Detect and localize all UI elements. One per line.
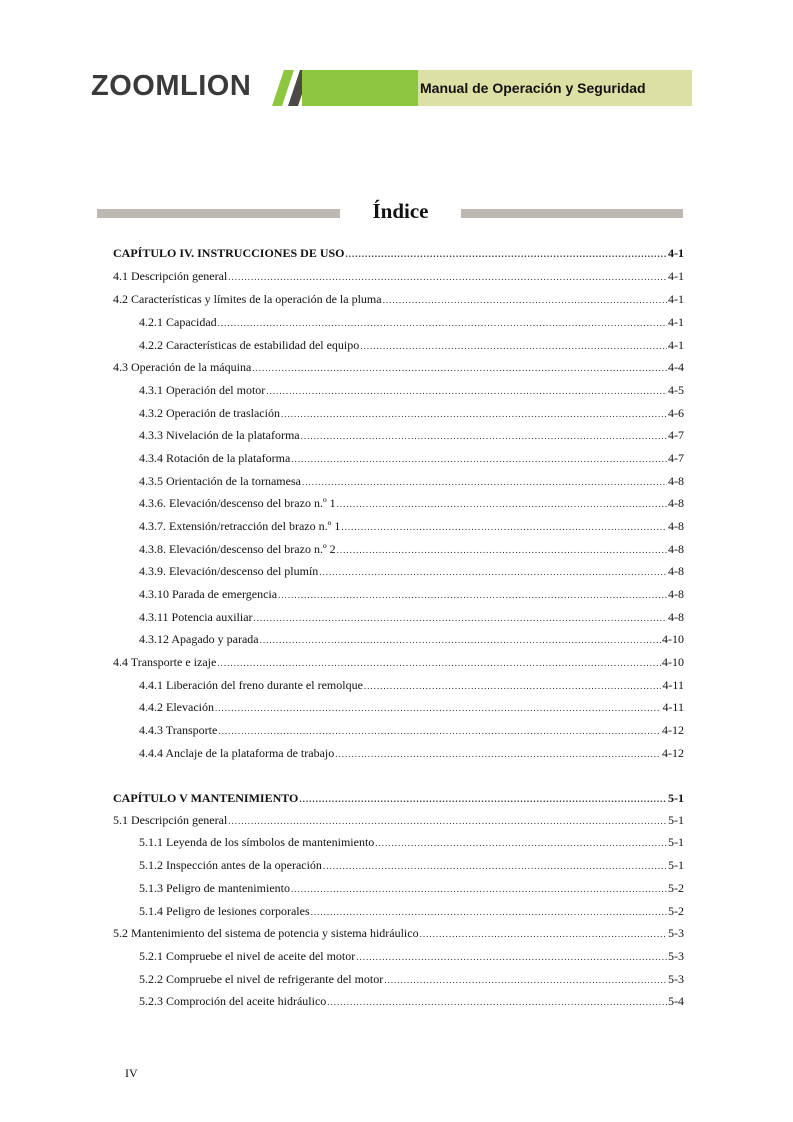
toc-leader [218,723,661,739]
toc-entry-title: 4.4 Transporte e izaje [113,655,217,669]
toc-entry[interactable] [139,971,684,987]
toc-entry-title: 5.1.2 Inspección antes de la operación [139,858,322,872]
toc-entry[interactable] [113,268,684,284]
toc-entry[interactable] [113,812,684,828]
toc-entry[interactable] [113,359,684,375]
toc-leader [299,791,667,807]
toc-leader [281,406,667,422]
toc-entry-title: 4.3.8. Elevación/descenso del brazo n.º 2 [139,542,336,556]
toc-entry[interactable] [139,631,684,647]
toc-entry-title: 4.2 Características y límites de la operación de la pluma [113,292,382,306]
toc-page: 5-1 [668,858,684,872]
toc-page: 5-1 [668,835,684,849]
toc-page: 4-1 [668,246,684,260]
toc-entry[interactable] [139,314,684,330]
toc-leader [337,496,667,512]
zoomlion-logo [91,72,263,100]
toc-entry[interactable] [139,857,684,873]
toc-page: 5-1 [668,791,684,805]
toc-page: 4-5 [668,383,684,397]
toc-entry-title: 4.3.9. Elevación/descenso del plumín [139,564,319,578]
toc-leader [360,338,667,354]
toc-entry[interactable] [139,405,684,421]
toc-leader [302,474,667,490]
toc-entry[interactable] [139,518,684,534]
toc-page: 4-8 [668,542,684,556]
toc-leader [260,632,661,648]
toc-entry[interactable] [139,722,684,738]
toc-entry[interactable] [139,948,684,964]
toc-entry[interactable] [139,880,684,896]
toc-leader [291,451,667,467]
toc-leader [335,746,661,762]
toc-entry-title: 4.3.6. Elevación/descenso del brazo n.º 1 [139,496,336,510]
toc-entry[interactable] [139,450,684,466]
toc-entry-title: 4.3.2 Operación de traslación [139,406,280,420]
toc-entry-title: 5.1.3 Peligro de mantenimiento [139,881,290,895]
toc-leader [217,655,661,671]
title-rule-right [461,209,683,218]
toc-entry-title: 5.2.2 Compruebe el nivel de refrigerante del motor [139,972,384,986]
toc-entry-title: 5.1.4 Peligro de lesiones corporales [139,904,310,918]
toc-entry[interactable] [139,541,684,557]
toc-entry-title: 4.3.11 Potencia auxiliar [139,610,253,624]
toc-leader [420,926,667,942]
toc-page: 4-8 [668,519,684,533]
toc-leader [337,542,667,558]
toc-entry[interactable] [139,382,684,398]
toc-leader [311,904,667,920]
toc-page: 4-1 [668,292,684,306]
toc-page: 5-3 [668,949,684,963]
toc-leader [384,972,667,988]
toc-entry-title: 4.3.7. Extensión/retracción del brazo n.º 1 [139,519,341,533]
toc-page: 4-11 [662,678,684,692]
toc-entry-title: CAPÍTULO IV. INSTRUCCIONES DE USO [113,246,345,260]
toc-entry[interactable] [113,654,684,670]
toc-entry[interactable] [113,925,684,941]
toc-entry[interactable] [139,337,684,353]
toc-entry[interactable] [139,609,684,625]
toc-entry-title: 4.2.1 Capacidad [139,315,217,329]
toc-entry[interactable] [139,834,684,850]
toc-entry[interactable] [139,745,684,761]
toc-page: 4-8 [668,587,684,601]
toc-entry-title: 4.1 Descripción general [113,269,228,283]
toc-page: 5-2 [668,904,684,918]
toc-leader [301,428,667,444]
toc-page: 5-3 [668,926,684,940]
toc-leader [323,858,667,874]
toc-page: 5-1 [668,813,684,827]
toc-page: 5-3 [668,972,684,986]
toc-page: 4-4 [668,360,684,374]
toc-entry-title: 4.4.4 Anclaje de la plataforma de trabajo [139,746,335,760]
toc-entry-title: 5.2 Mantenimiento del sistema de potencia y sistema hidráulico [113,926,419,940]
toc-leader [346,246,668,262]
toc-entry-title: 5.1 Descripción general [113,813,228,827]
toc-entry[interactable] [139,473,684,489]
index-title: Índice [372,199,429,223]
toc-leader [375,835,667,851]
toc-page: 4-6 [668,406,684,420]
toc-page: 4-12 [662,723,684,737]
toc-entry-title: 5.1.1 Leyenda de los símbolos de mantenimiento [139,835,375,849]
toc-leader [215,700,661,716]
toc-entry-title: 4.2.2 Características de estabilidad del equipo [139,338,360,352]
toc-entry[interactable] [139,427,684,443]
toc-leader [356,949,667,965]
toc-entry-title: CAPÍTULO V MANTENIMIENTO [113,791,299,805]
toc-entry-title: 4.3.4 Rotación de la plataforma [139,451,291,465]
toc-chapter-4[interactable] [113,245,684,261]
toc-entry[interactable] [139,903,684,919]
toc-page: 4-1 [668,269,684,283]
toc-page: 4-8 [668,564,684,578]
toc-entry[interactable] [113,291,684,307]
toc-entry-title: 4.3.12 Apagado y parada [139,632,259,646]
toc-page: 4-10 [662,655,684,669]
toc-entry[interactable] [139,563,684,579]
toc-page: 4-7 [668,451,684,465]
toc-page: 4-1 [668,315,684,329]
toc-page: 4-8 [668,610,684,624]
toc-leader [228,269,667,285]
toc-entry[interactable] [139,677,684,693]
toc-leader [218,315,667,331]
toc-leader [364,678,662,694]
toc-leader [252,360,667,376]
toc-entry-title: 5.2.1 Compruebe el nivel de aceite del motor [139,949,356,963]
toc-entry[interactable] [139,495,684,511]
toc-entry-title: 5.2.3 Comproción del aceite hidráulico [139,994,327,1008]
toc-entry[interactable] [139,993,684,1009]
toc-leader [266,383,667,399]
toc-entry-title: 4.3.1 Operación del motor [139,383,266,397]
toc-entry[interactable] [139,699,684,715]
toc-entry-title: 4.3.5 Orientación de la tornamesa [139,474,301,488]
toc-leader [254,610,667,626]
toc-leader [228,813,667,829]
toc-leader [319,564,667,580]
toc-leader [278,587,667,603]
toc-page: 5-2 [668,881,684,895]
toc-leader [383,292,667,308]
toc-entry-title: 4.3.3 Nivelación de la plataforma [139,428,300,442]
toc-page: 4-7 [668,428,684,442]
toc-leader [291,881,667,897]
toc-entry-title: 4.4.1 Liberación del freno durante el remolque [139,678,363,692]
toc-page: 5-4 [668,994,684,1008]
toc-entry-title: 4.4.3 Transporte [139,723,218,737]
toc-entry-title: 4.3 Operación de la máquina [113,360,252,374]
title-rule-left [97,209,340,218]
toc-leader [341,519,667,535]
toc-leader [327,994,667,1010]
toc-entry-title: 4.3.10 Parada de emergencia [139,587,278,601]
toc-page: 4-12 [662,746,684,760]
manual-title: Manual de Operación y Seguridad [418,70,692,106]
toc-entry[interactable] [139,586,684,602]
toc-entry-title: 4.4.2 Elevación [139,700,214,714]
toc-page: 4-8 [668,474,684,488]
toc-page: 4-11 [662,700,684,714]
toc-page: 4-1 [668,338,684,352]
toc-chapter-5[interactable] [113,790,684,806]
brand-name: ZOOMLION [91,70,252,102]
page-number: IV [125,1066,138,1080]
toc-page: 4-8 [668,496,684,510]
toc-page: 4-10 [662,632,684,646]
